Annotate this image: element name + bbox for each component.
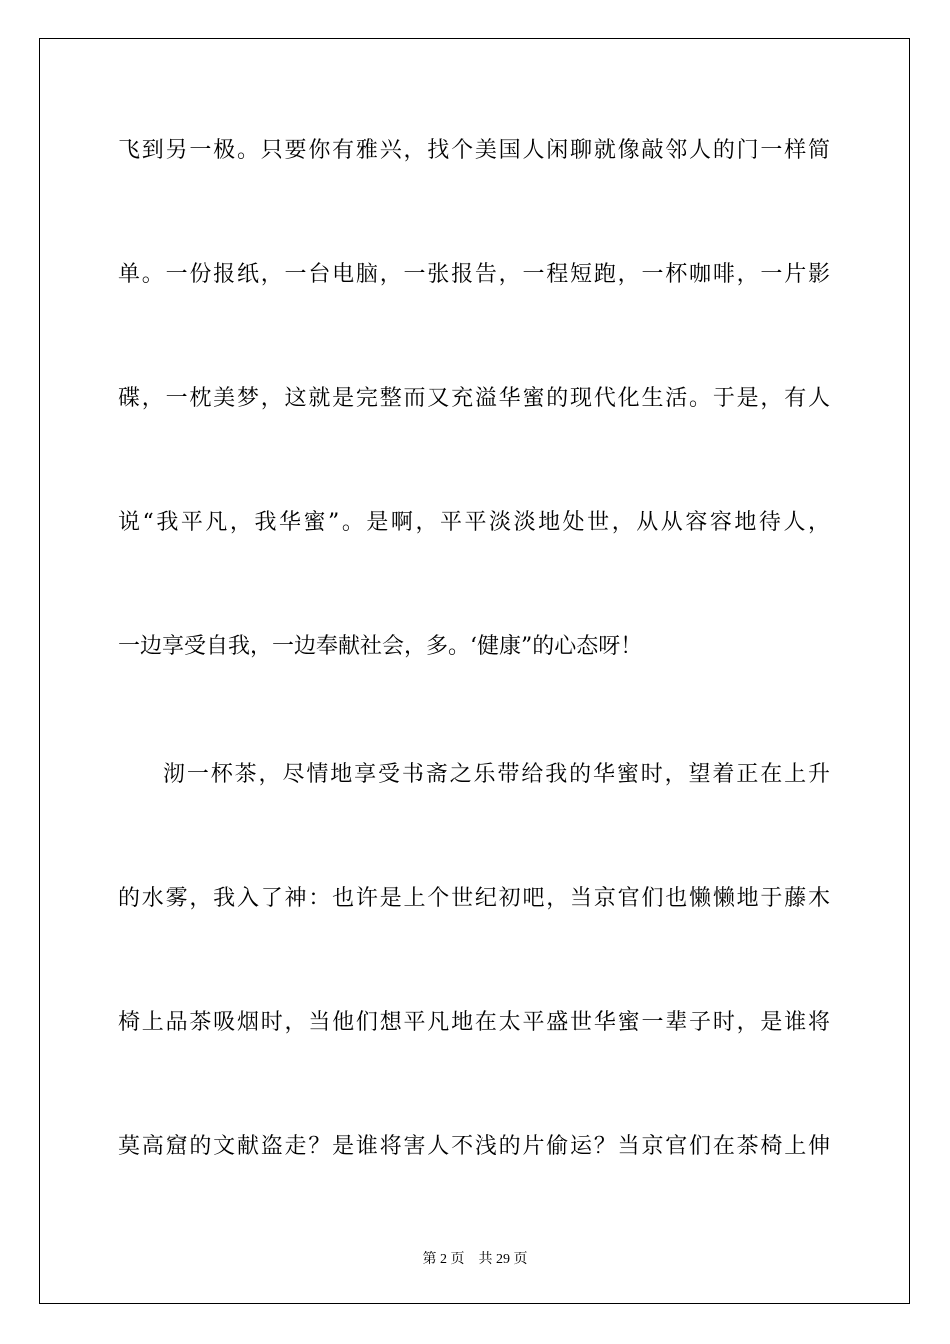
text-line-5: 一边享受自我，一边奉献社会，多。‘健康”的心态呀！ (118, 634, 643, 659)
text-line-6: 沏一杯茶，尽情地享受书斋之乐带给我的华蜜时，望着正在上升 (163, 762, 830, 787)
page-number: 第 2 页 (422, 1252, 465, 1267)
text-line-1: 飞到另一极。只要你有雅兴，找个美国人闲聊就像敲邻人的门一样简 (118, 138, 830, 163)
text-line-7: 的水雾，我入了神：也许是上个世纪初吧，当京官们也懒懒地于藤木 (118, 886, 830, 911)
page-total: 共 29 页 (478, 1252, 528, 1267)
text-line-9: 莫高窟的文献盗走？是谁将害人不浅的片偷运？当京官们在茶椅上伸 (118, 1134, 830, 1159)
text-line-8: 椅上品茶吸烟时，当他们想平凡地在太平盛世华蜜一辈子时，是谁将 (118, 1010, 830, 1035)
text-line-3: 碟，一枕美梦，这就是完整而又充溢华蜜的现代化生活。于是，有人 (118, 386, 830, 411)
text-line-4: 说“我平凡，我华蜜”。是啊，平平淡淡地处世，从从容容地待人， (118, 510, 830, 535)
page-border (39, 38, 910, 1304)
page-footer (0, 1248, 950, 1268)
text-line-2: 单。一份报纸，一台电脑，一张报告，一程短跑，一杯咖啡，一片影 (118, 262, 830, 287)
